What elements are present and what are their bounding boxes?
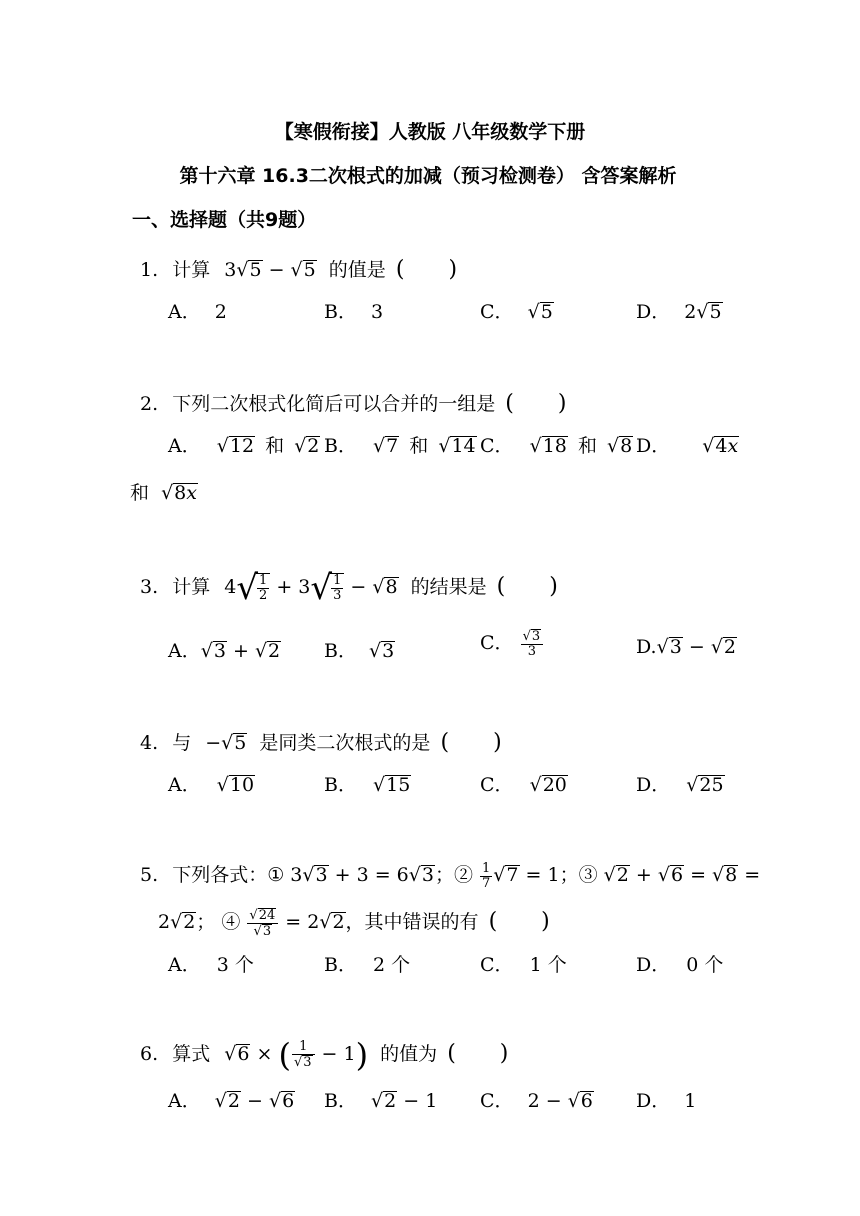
question-text: 下列二次根式化简后可以合并的一组是 — [172, 393, 496, 415]
option-c[interactable]: C． 1 个 — [480, 954, 567, 976]
option-a[interactable]: A． √12 和 √2 — [168, 435, 320, 457]
question-6-stem — [140, 1036, 508, 1074]
option-c[interactable]: C． $\frac{√3}{3}$ — [480, 628, 544, 659]
question-text: ，其中错误的有 — [345, 911, 479, 933]
question-number: 1. — [140, 259, 159, 281]
question-text: 是同类二次根式的是 — [259, 732, 431, 754]
answer-blank[interactable]: ( ) — [505, 391, 567, 416]
option-d[interactable]: D． 0 个 — [636, 954, 724, 976]
math-expression: −√5 — [205, 732, 247, 754]
answer-blank[interactable]: ( ) — [447, 1041, 509, 1066]
question-text: 的值是 — [328, 259, 386, 281]
question-2-stem — [140, 386, 566, 417]
option-b[interactable]: B． √3 — [324, 640, 395, 662]
option-c[interactable]: C． √20 — [480, 774, 567, 796]
question-text: 算式 — [172, 1043, 211, 1065]
option-c[interactable]: C． √5 — [480, 301, 553, 323]
option-a[interactable]: A． 3 个 — [168, 954, 254, 976]
option-d-continued: 和 √8x — [130, 482, 197, 504]
question-5-stem-continued — [158, 904, 550, 938]
math-expression: 4√ $\frac{1}{2}$ + 3√ $\frac{1}{3}$ − √8 — [224, 568, 398, 608]
option-d[interactable]: D． √25 — [636, 774, 724, 796]
question-number: 4. — [140, 732, 159, 754]
option-b[interactable]: B． 2 个 — [324, 954, 411, 976]
question-text: 与 — [172, 732, 192, 754]
math-expression: ① 3√3 + 3 = 6√3；② $\frac{1}{7}$ √7 = 1；③ √2 + √6 = √8 = — [267, 860, 761, 891]
option-b[interactable]: B． √7 和 √14 — [324, 435, 476, 457]
option-a[interactable]: A．√3 + √2 — [168, 640, 281, 662]
option-b[interactable]: B． 3 — [324, 301, 384, 323]
question-text: 的值为 — [380, 1043, 438, 1065]
option-d[interactable]: D.√3 − √2 — [636, 636, 737, 658]
option-c[interactable]: C． √18 和 √8 — [480, 435, 633, 457]
answer-blank[interactable]: ( ) — [395, 257, 458, 282]
question-text: 计算 — [172, 576, 211, 598]
option-d[interactable]: D． 1 — [636, 1090, 697, 1112]
math-expression: 3√5 − √5 — [224, 259, 316, 281]
option-d[interactable]: D． 2√5 — [636, 301, 722, 323]
answer-blank[interactable]: ( ) — [488, 909, 550, 934]
document-title: 【寒假衔接】人教版 八年级数学下册 — [274, 121, 586, 143]
question-text: 的结果是 — [410, 576, 487, 598]
answer-blank[interactable]: ( ) — [496, 574, 558, 599]
question-number: 6. — [140, 1043, 159, 1065]
option-b[interactable]: B． √15 — [324, 774, 411, 796]
option-a[interactable]: A． √2 − √6 — [168, 1090, 295, 1112]
option-d[interactable]: D． √4x — [636, 435, 739, 457]
option-c[interactable]: C． 2 − √6 — [480, 1090, 593, 1112]
option-a[interactable]: A． 2 — [168, 301, 227, 323]
answer-blank[interactable]: ( ) — [440, 730, 502, 755]
question-number: 2. — [140, 393, 159, 415]
option-a[interactable]: A． √10 — [168, 774, 255, 796]
question-1-stem — [140, 252, 457, 283]
document-subtitle: 第十六章 16.3二次根式的加减（预习检测卷） 含答案解析 — [179, 165, 677, 187]
section-heading: 一、选择题（共9题） — [132, 209, 317, 231]
math-expression: 2√2； ④ $\frac{√24}{√3}$ = 2√2 — [158, 907, 345, 939]
math-expression: √6 × ( $\frac{1}{√3}$ − 1) — [224, 1036, 369, 1074]
question-number: 3. — [140, 576, 159, 598]
question-text: 计算 — [172, 259, 211, 281]
question-number: 5. — [140, 864, 159, 886]
option-b[interactable]: B． √2 − 1 — [324, 1090, 438, 1112]
question-1-options — [168, 297, 227, 324]
question-5-stem — [140, 860, 760, 890]
question-3-stem — [140, 568, 558, 608]
question-4-stem — [140, 725, 502, 756]
question-text: 下列各式： — [172, 864, 268, 886]
